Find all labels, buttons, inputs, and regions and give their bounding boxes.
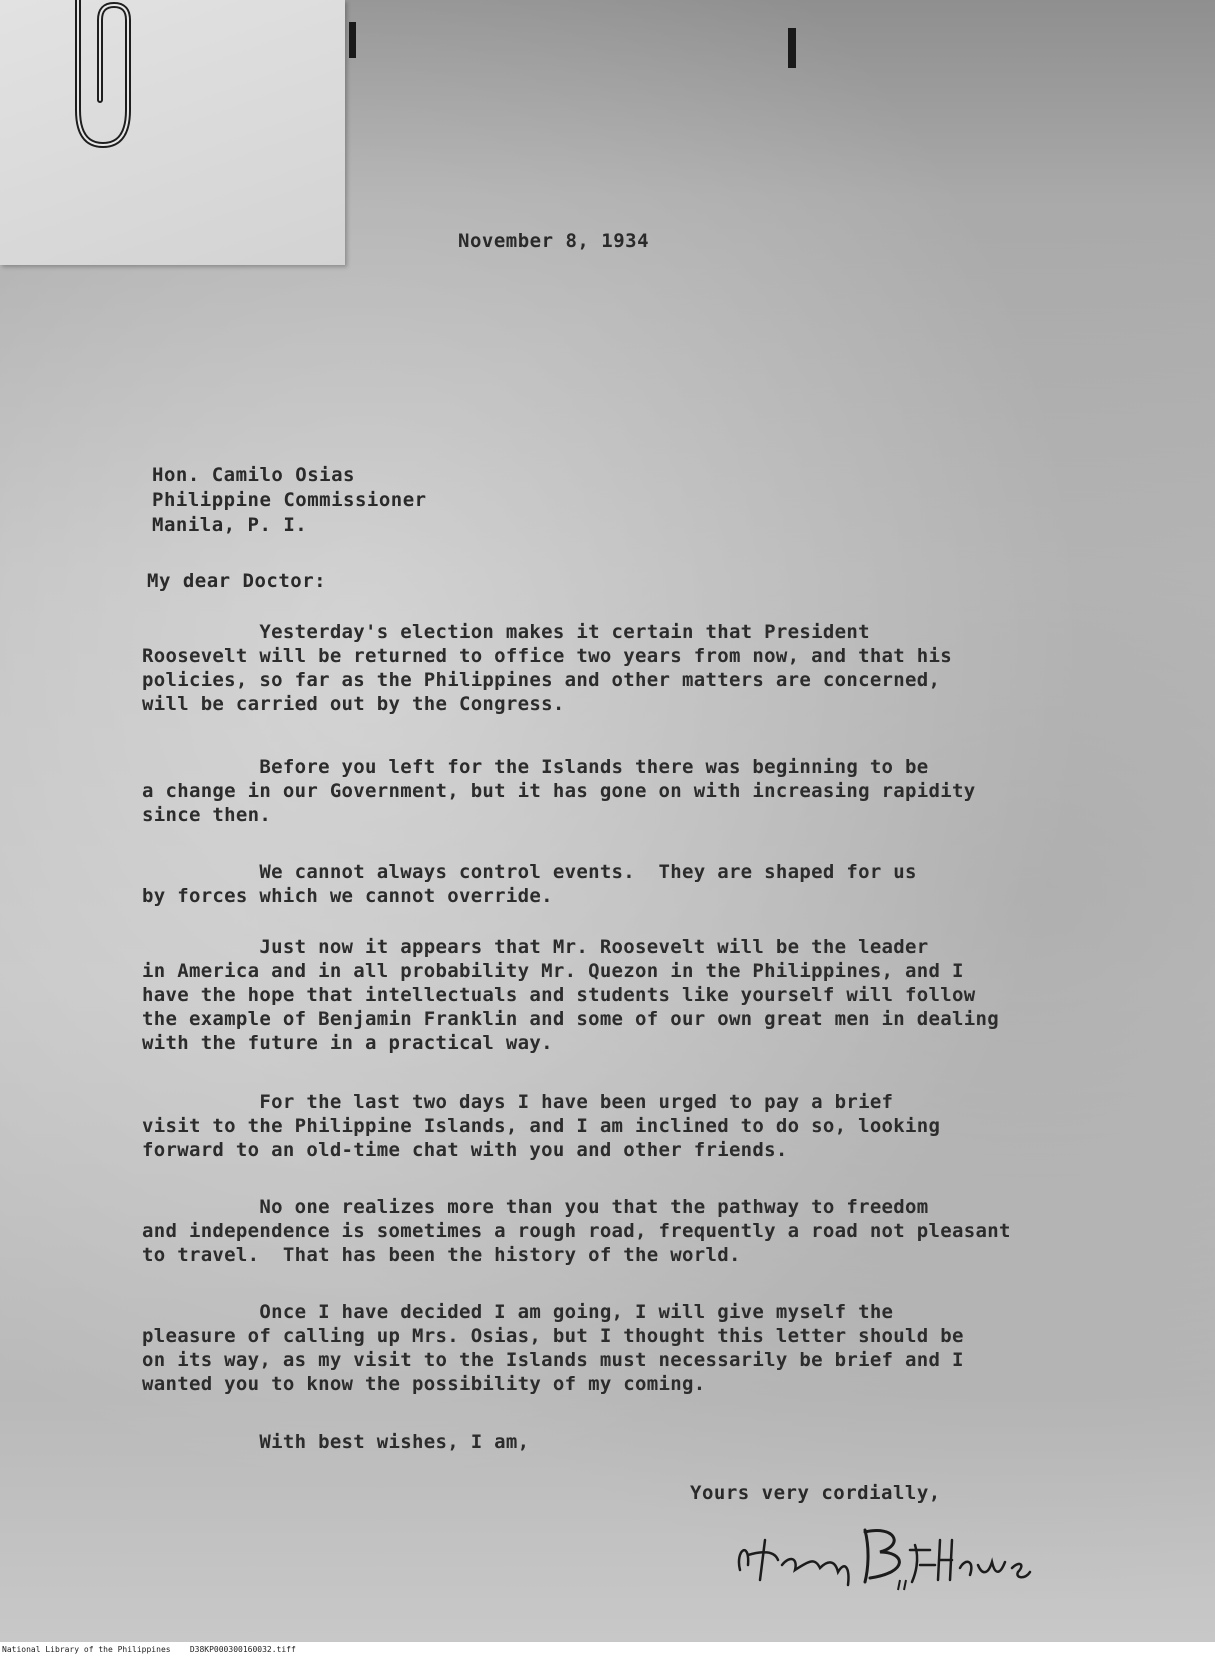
paragraph-freedom: [142, 1195, 1142, 1267]
handwritten-signature: [720, 1510, 1050, 1595]
recipient-address: [152, 463, 427, 538]
paragraph-going: [142, 1300, 1142, 1396]
paragraph-text: We cannot always control events. They are shaped for us by forces which we cannot override.: [142, 861, 917, 907]
paragraph-text: No one realizes more than you that the pathway to freedom and independence is sometimes a rough road, frequently a road not pleasant to travel. That has been the history of the world.: [142, 1196, 1011, 1266]
attached-note-paper: [0, 0, 345, 265]
paragraph-text: Yesterday's election makes it certain that President Roosevelt will be returned to office two years from now, and that his policies, so far as the Philippines and other matters are concerned, will be carried out by the Congress.: [142, 621, 952, 715]
salutation: My dear Doctor:: [147, 570, 327, 592]
paragraph-wishes: [142, 1430, 1142, 1454]
paragraph-events: [142, 860, 1142, 908]
paragraph-visit: [142, 1090, 1142, 1162]
paragraph-election: [142, 620, 1142, 716]
paragraph-text: With best wishes, I am,: [142, 1431, 530, 1453]
address-line-title: Philippine Commissioner: [152, 489, 427, 511]
address-line-city: Manila, P. I.: [152, 514, 308, 536]
address-line-name: Hon. Camilo Osias: [152, 464, 355, 486]
binding-mark-right: [788, 28, 796, 68]
paragraph-text: Before you left for the Islands there was beginning to be a change in our Government, but it has gone on with increasing rapidity since then.: [142, 756, 976, 826]
paragraph-text: Just now it appears that Mr. Roosevelt will be the leader in America and in all probability Mr. Quezon in the Philippines, and I have the hope that intellectuals and students like yourself will follow the example of Benjamin Franklin and some of our own great men in dealing with the future in a practical way.: [142, 936, 999, 1054]
paperclip-icon: [48, 0, 138, 160]
letter-date: November 8, 1934: [458, 230, 650, 252]
paragraph-government: [142, 755, 1142, 827]
paragraph-leaders: [142, 935, 1142, 1055]
paragraph-text: Once I have decided I am going, I will give myself the pleasure of calling up Mrs. Osias, but I thought this letter should be on its way, as my visit to the Islands must necessarily be brief and I wanted you to know the possibility of my coming.: [142, 1301, 964, 1395]
binding-mark-left: [349, 22, 356, 58]
paragraph-text: For the last two days I have been urged to pay a brief visit to the Philippine Islands, and I am inclined to do so, looking forward to an old-time chat with you and other friends.: [142, 1091, 941, 1161]
archive-footer: National Library of the Philippines D38KP000300160032.tiff: [2, 1645, 296, 1654]
complimentary-close: Yours very cordially,: [690, 1482, 941, 1504]
